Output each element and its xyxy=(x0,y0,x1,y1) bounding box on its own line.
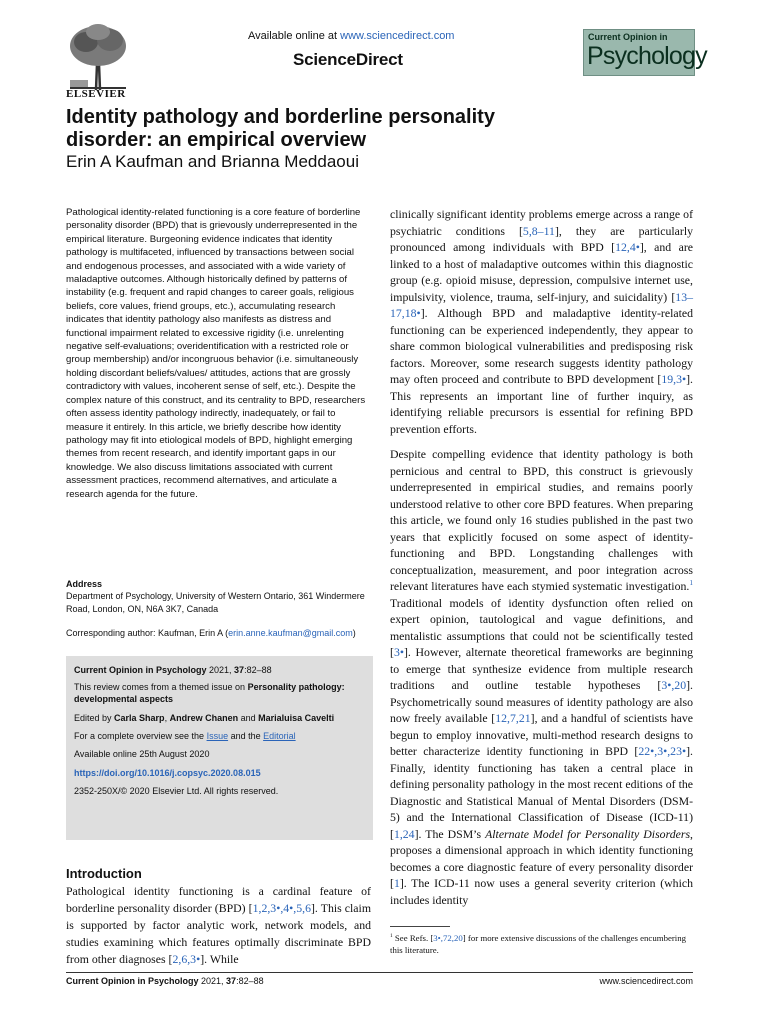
footnote-text: ] for more extensive discussions of the challenges encumbering this literature. xyxy=(390,933,687,955)
info-overview-prefix: For a complete overview see the xyxy=(74,731,207,741)
footer-url: www.sciencedirect.com xyxy=(599,976,693,986)
p2-text: ]. However, alternate theoretical frameworks are beginning to emerge that synthesize evidence from multiple research traditions and outline testable hypotheses [ xyxy=(390,645,693,692)
p2-text: ]. Psychometrically sound measures of identity pathology are also now freely available [ xyxy=(390,678,693,725)
info-overview xyxy=(74,730,367,742)
info-copyright: 2352-250X/© 2020 Elsevier Ltd. All rights reserved. xyxy=(74,786,279,796)
info-pages: :82–88 xyxy=(244,665,272,675)
info-theme-name: Personality pathology: developmental aspects xyxy=(74,682,345,704)
ref-link[interactable]: 22•,3•,23• xyxy=(638,744,687,758)
footer-citation xyxy=(66,976,264,986)
issue-link[interactable]: Issue xyxy=(206,731,229,741)
p2-text: Traditional models of identity dysfunction often relied on expert opinion, tautological and vague definitions, and mentalistic assumptions that could not be scientifically tested [ xyxy=(390,595,693,659)
info-edited-prefix: Edited by xyxy=(74,713,115,723)
publisher-logo-text: ELSEVIER xyxy=(66,88,126,100)
elsevier-tree-logo xyxy=(66,22,130,92)
footer-divider xyxy=(66,972,693,973)
article-info-box xyxy=(66,656,373,840)
info-citation xyxy=(74,664,367,676)
info-theme xyxy=(74,681,367,705)
info-editor-and: and xyxy=(238,713,259,723)
p1-text: ]. Although BPD and maladaptive identity-related functioning can be experienced independently, they appear to share common biological vulnerabilities and predisposing risk factors. Moreover, some research suggests identity pathology may often proceed and contribute to BPD development [ xyxy=(390,306,693,386)
ref-link[interactable]: 1,2,3•,4•,5,6 xyxy=(252,901,311,915)
info-editor-2: Andrew Chanen xyxy=(169,713,239,723)
footnote-mark: 1 xyxy=(390,933,393,940)
sciencedirect-link[interactable]: www.sciencedirect.com xyxy=(340,30,455,42)
footer-volume: 37 xyxy=(226,976,237,986)
p2-text: Despite compelling evidence that identity pathology is both pernicious and central to BPD, this construct is grievously underrepresented in empirical studies, and remains poorly understood relative to other core BPD features. When preparing this article, we found only 16 studies published in the past two years that explicitly focused on some aspect of identity-functioning and BPD. Longstanding challenges with conceptualization, measurement, and poor integration across relevant literatures have each stymied systematic investigation. xyxy=(390,447,693,593)
footnote-link[interactable]: 1 xyxy=(689,578,693,588)
body-paragraph-1 xyxy=(390,206,693,437)
ref-link[interactable]: 12,4• xyxy=(615,240,640,254)
info-available: Available online 25th August 2020 xyxy=(74,749,210,759)
ref-link[interactable]: 1 xyxy=(393,876,400,890)
footer-journal: Current Opinion in Psychology xyxy=(66,976,199,986)
info-editor-sep: , xyxy=(164,713,170,723)
footer-pages: :82–88 xyxy=(236,976,264,986)
ref-link[interactable]: 2,6,3• xyxy=(172,952,201,966)
available-prefix: Available online at xyxy=(248,30,341,42)
ref-link[interactable]: 3•,72,20 xyxy=(433,933,463,943)
abstract: Pathological identity-related functioning is a core feature of borderline personality disorder (BPD) that is grievously underrepresented in the empirical literature. Burgeoning evidence indicates that identity pathology is multifaceted, influenced by transactions between social and endogenous processes, and associated with a wide variety of maladaptive outcomes. Although historically defined by patterns of instability (e.g. frequent and rapid changes to career goals, religious beliefs, core values, friend groups, etc.), accumulating research indicates that identity pathology also manifests as distress and functional impairment related to excessive rigidity (i.e. unrelenting negative self-evaluations; overidentification with a restricted role or group membership) and/or incongruous behavior (i.e. simultaneously holding discordant beliefs/values/ attitudes, actions that are grossly contradictory with values, incoherent sense of self, etc.). Despite the complex nature of this construct, and its centrality to BPD, researchers often assess identity pathology indirectly, inadequately, or fail to measure it entirely. In this article, we briefly describe how identity pathology may fit into etiological models of BPD, highlight emerging themes from recent research, and identify important gaps in our knowledge. We also discuss limitations associated with current assessment practices, recommend alternatives, and articulate a research agenda for the future. xyxy=(66,207,366,500)
info-editor-1: Carla Sharp xyxy=(114,713,165,723)
p1-text: clinically significant identity problems emerge across a range of psychiatric conditions [ xyxy=(390,207,693,238)
journal-logo xyxy=(583,29,707,76)
journal-logo-top: Current Opinion in xyxy=(588,32,668,42)
ref-link[interactable]: 3• xyxy=(393,645,404,659)
p2-italic-term: Alternate Model for Personality Disorders xyxy=(485,826,691,841)
p2-text: ]. The DSM’s xyxy=(414,826,486,841)
author-email-link[interactable]: erin.anne.kaufman@gmail.com xyxy=(228,628,353,638)
intro-text-b: ]. This claim is supported by factor analytic work, network models, and studies examining which features optimally discriminate BPD from other diagnoses [ xyxy=(66,901,371,966)
corresponding-author xyxy=(66,628,376,638)
editorial-link[interactable]: Editorial xyxy=(263,731,296,741)
info-year: 2021, xyxy=(206,665,235,675)
info-journal: Current Opinion in Psychology xyxy=(74,665,207,675)
p2-text: ]. Finally, identity functioning has taken a central place in defining personality pathology in the most recent editions of the Diagnostic and Statistical Manual of Mental Disorders (DSM-5) and the International Classification of Disease (ICD-11) [ xyxy=(390,744,693,841)
footer-year: 2021, xyxy=(198,976,227,986)
address-heading: Address xyxy=(66,579,103,589)
sciencedirect-logo: ScienceDirect xyxy=(293,50,403,69)
doi-link[interactable]: https://doi.org/10.1016/j.copsyc.2020.08.015 xyxy=(74,768,261,778)
article-authors: Erin A Kaufman and Brianna Meddaoui xyxy=(66,152,359,171)
introduction-text xyxy=(66,883,371,968)
p1-text: ]. This represents an important line of further inquiry, as identifying reliable precursors is essential for refining BPD prevention efforts. xyxy=(390,372,693,436)
p1-text: ], they are particularly pronounced among individuals with BPD [ xyxy=(390,223,694,254)
intro-text-a: Pathological identity functioning is a cardinal feature of borderline personality disorder (BPD) [ xyxy=(66,884,371,915)
body-paragraph-2 xyxy=(390,446,693,908)
footnote-divider xyxy=(390,926,450,927)
corresponding-suffix: ) xyxy=(352,628,356,638)
info-theme-prefix: This review comes from a themed issue on xyxy=(74,682,248,692)
address-text: Department of Psychology, University of Western Ontario, 361 Windermere Road, London, ON, N6A 3K7, Canada xyxy=(66,591,365,614)
p2-text: ]. The ICD-11 now uses a general severity criterion (which includes identity xyxy=(390,876,693,907)
journal-logo-main: Psychology xyxy=(587,42,707,70)
info-overview-and: and the xyxy=(228,731,264,741)
introduction-heading: Introduction xyxy=(66,866,142,881)
corresponding-prefix: Corresponding author: Kaufman, Erin A ( xyxy=(66,628,229,638)
footnote xyxy=(390,933,693,956)
ref-link[interactable]: 3•,20 xyxy=(661,678,687,692)
intro-text-c: ]. While xyxy=(200,952,239,966)
ref-link[interactable]: 12,7,21 xyxy=(495,711,531,725)
ref-link[interactable]: 19,3• xyxy=(661,372,687,386)
available-online xyxy=(248,30,454,42)
footnote-text: See Refs. [ xyxy=(392,933,434,943)
ref-link[interactable]: 1,24 xyxy=(393,826,415,841)
p1-text: ], and are linked to a host of maladaptive outcomes within this diagnostic group (e.g. opioid misuse, depression, compulsive internet use, impulsivity, violence, trauma, self-injury, and suicidality) [ xyxy=(390,240,693,304)
article-title: Identity pathology and borderline personality disorder: an empirical overview xyxy=(66,106,495,151)
ref-link[interactable]: 5,8–11 xyxy=(522,223,555,238)
p2-text: ], and a handful of scientists have begun to employ innovative, multi-method research designs to better characterize identity functioning in BPD [ xyxy=(390,711,694,758)
info-volume: 37 xyxy=(234,665,245,675)
info-editors xyxy=(74,712,367,724)
info-editor-3: Marialuisa Cavelti xyxy=(258,713,335,723)
p2-text: , proposes a dimensional approach in which identity functioning becomes a core diagnostic feature of every personality disorder [ xyxy=(390,826,693,890)
ref-link[interactable]: 13–17,18• xyxy=(390,289,693,320)
